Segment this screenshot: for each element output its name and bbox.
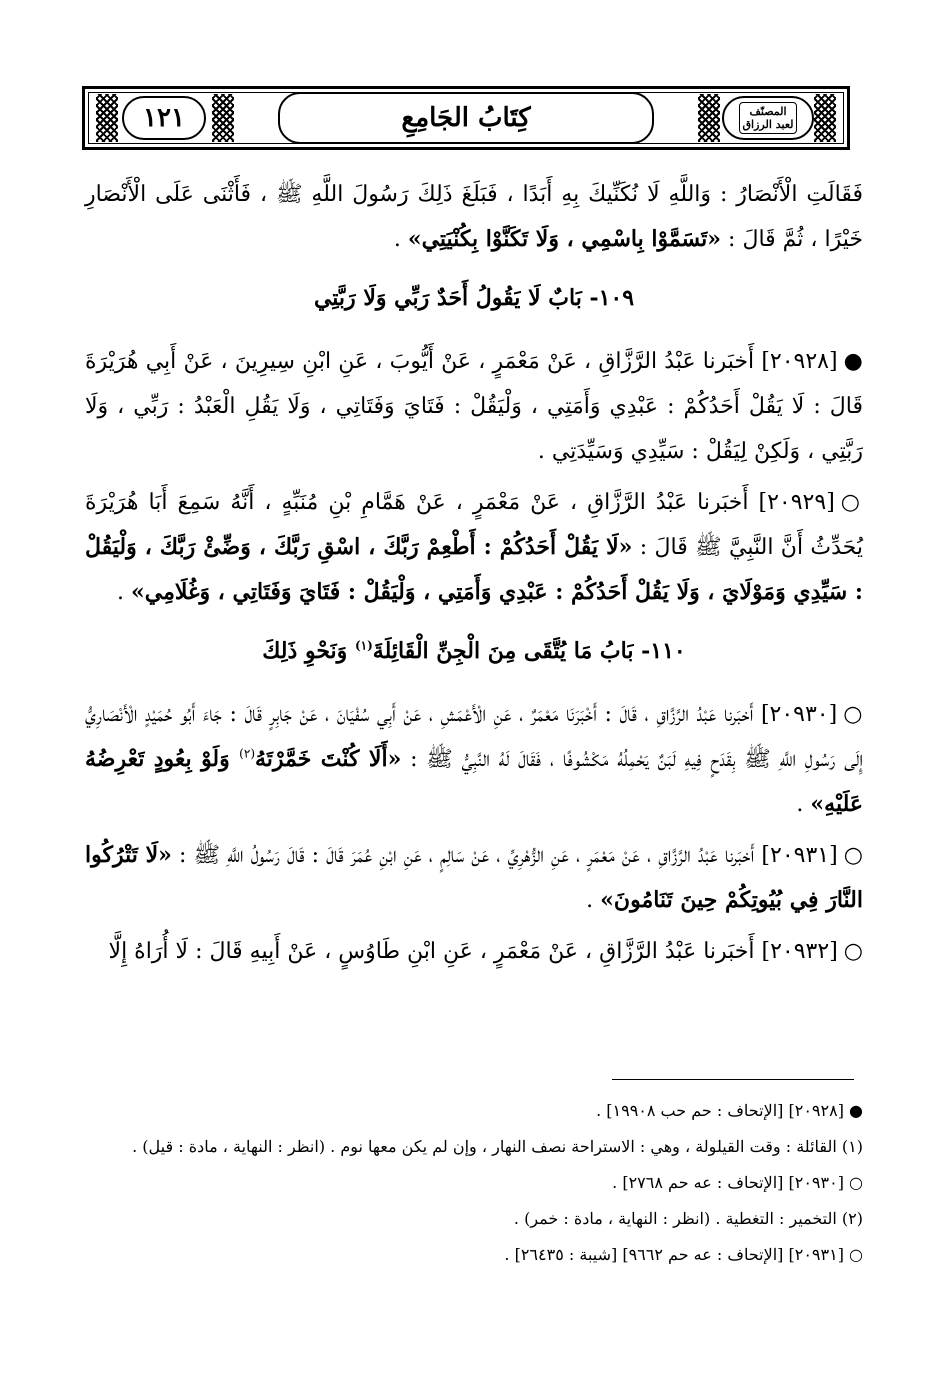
hadith-20928: ●[٢٠٩٢٨] أَخبَرنا عَبْدُ الرَّزَّاقِ ، عَنْ مَعْمَرٍ ، عَنْ أَيُّوبَ ، عَنِ ابْنِ سِيرِينَ ، عَنْ أَبِي هُرَيْرَةَ قَالَ : لَا يَقُلْ أَحَدُكُمْ : عَبْدِي وَأَمَتِي ، وَلْيَقُلْ : فَتَايَ وَفَتَاتِي ، وَلَا يَقُلِ الْعَبْدُ : رَبِّي ، وَلَا رَبَّتِي ، وَلَكِنْ لِيَقُلْ : سَيِّدِي وَسَيِّدَتِي . (85, 349, 863, 464)
footnote-20931: ○ [٢٠٩٣١] [الإتحاف : عه حم ٩٦٦٢] [شيبة : ٢٦٤٣٥] . (504, 1245, 863, 1264)
hadith-20930: ○[٢٠٩٣٠] أَخبَرنا عَبْدُ الرَّزَّاقِ ، قَالَ : أَخْبَرَنَا مَعْمَرٌ ، عَنِ الْأَعْمَشِ ، عَنْ أَبِي سُفْيَانَ ، عَنْ جَابِرٍ قَالَ : جَاءَ أَبُو حُمَيْدٍ الْأَنْصَارِيُّ إِلَى رَسُولِ اللَّهِ ﷺ بِقَدَحٍ فِيهِ لَبَنٌ يَحْمِلُهُ مَكْشُوفًا ، فَقَالَ لَهُ النَّبِيُّ ﷺ : «أَلَا كُنْتَ خَمَّرْتَهُ$^{(٢)}$ وَلَوْ بِعُودٍ تَعْرِضُهُ عَلَيْهِ» . (85, 702, 863, 817)
hollow-bullet-icon: ○ (840, 490, 863, 515)
ornament-left-inner-icon (212, 94, 234, 142)
publisher-logo (722, 96, 814, 140)
ornament-right-icon (814, 94, 836, 142)
page-header (82, 86, 850, 150)
footnote-20930: ○ [٢٠٩٣٠] [الإتحاف : عه حم ٢٧٦٨] . (612, 1173, 863, 1192)
logo-box (739, 102, 798, 134)
footnote-20928: ● [٢٠٩٢٨] [الإتحاف : حم حب ١٩٩٠٨] . (596, 1101, 863, 1120)
chapter-heading-110: ١١٠- بَابُ مَا يُتَّقَى مِنَ الْجِنِّ الْقَائِلَةَ$^{(١)}$ وَنَحْوِ ذَلِكَ (262, 638, 686, 664)
hollow-bullet-icon: ○ (843, 939, 863, 964)
chapter-heading-109: ١٠٩- بَابٌ لَا يَقُولُ أَحَدٌ رَبِّي وَلَا رَبَّتِي (313, 285, 635, 311)
footnote-separator (612, 1079, 854, 1080)
hollow-bullet-icon: ○ (843, 843, 863, 868)
logo-line1: المصنّف (749, 105, 787, 118)
filled-bullet-icon: ● (843, 349, 863, 374)
footnote-2: (٢) التخمير : التغطية . (انظر : النهاية ، مادة : خمر) . (513, 1209, 863, 1228)
main-text (85, 172, 863, 980)
ornament-right-inner-icon (698, 94, 720, 142)
hollow-bullet-icon: ○ (843, 702, 863, 727)
hadith-20932: ○[٢٠٩٣٢] أَخبَرنا عَبْدُ الرَّزَّاقِ ، عَنْ مَعْمَرٍ ، عَنِ ابْنِ طَاوُسٍ ، عَنْ أَبِيهِ قَالَ : لَا أُرَاهُ إِلَّا (108, 939, 863, 964)
hadith-20929: ○[٢٠٩٢٩] أَخبَرنا عَبْدُ الرَّزَّاقِ ، عَنْ مَعْمَرٍ ، عَنْ هَمَّامِ بْنِ مُنَبِّهٍ ، أَنَّهُ سَمِعَ أَبَا هُرَيْرَةَ يُحَدِّثُ أَنَّ النَّبِيَّ ﷺ قَالَ : «لَا يَقُلْ أَحَدُكُمْ : أَطْعِمْ رَبَّكَ ، اسْقِ رَبَّكَ ، وَضِّئْ رَبَّكَ ، وَلْيَقُلْ : سَيِّدِي وَمَوْلَايَ ، وَلَا يَقُلْ أَحَدُكُمْ : عَبْدِي وَأَمَتِي ، وَلْيَقُلْ : فَتَايَ وَفَتَاتِي ، وَغُلَامِي» . (85, 490, 864, 605)
footnote-1: (١) القائلة : وقت القيلولة ، وهي : الاستراحة نصف النهار ، وإن لم يكن معها نوم . (انظر : النهاية ، مادة : قيل) . (132, 1137, 863, 1156)
ornament-left-icon (96, 94, 118, 142)
paragraph-continuation: فَقَالَتِ الْأَنْصَارُ : وَاللَّهِ لَا نُكَنِّيكَ بِهِ أَبَدًا ، فَبَلَغَ ذَلِكَ رَسُولَ اللَّهِ ﷺ ، فَأَثْنَى عَلَى الْأَنْصَارِ خَيْرًا ، ثُمَّ قَالَ : «تَسَمَّوْا بِاسْمِي ، وَلَا تَكَنَّوْا بِكُنْيَتِي» . (85, 182, 863, 252)
footnotes (85, 1095, 863, 1275)
hadith-20931: ○[٢٠٩٣١] أَخبَرنا عَبْدُ الرَّزَّاقِ ، عَنْ مَعْمَرٍ ، عَنِ الزُّهْرِيِّ ، عَنْ سَالِمٍ ، عَنِ ابْنِ عُمَرَ قَالَ : قَالَ رَسُولُ اللَّهِ ﷺ : «لَا تَتْرُكُوا النَّارَ فِي بُيُوتِكُمْ حِينَ تَنَامُونَ» . (85, 842, 863, 913)
page-number: ١٢١ (122, 96, 206, 140)
book-title (278, 92, 654, 144)
logo-line2: لعبد الرزاق (742, 118, 794, 131)
book-title-text: كِتَابُ الجَامِعِ (401, 103, 531, 133)
